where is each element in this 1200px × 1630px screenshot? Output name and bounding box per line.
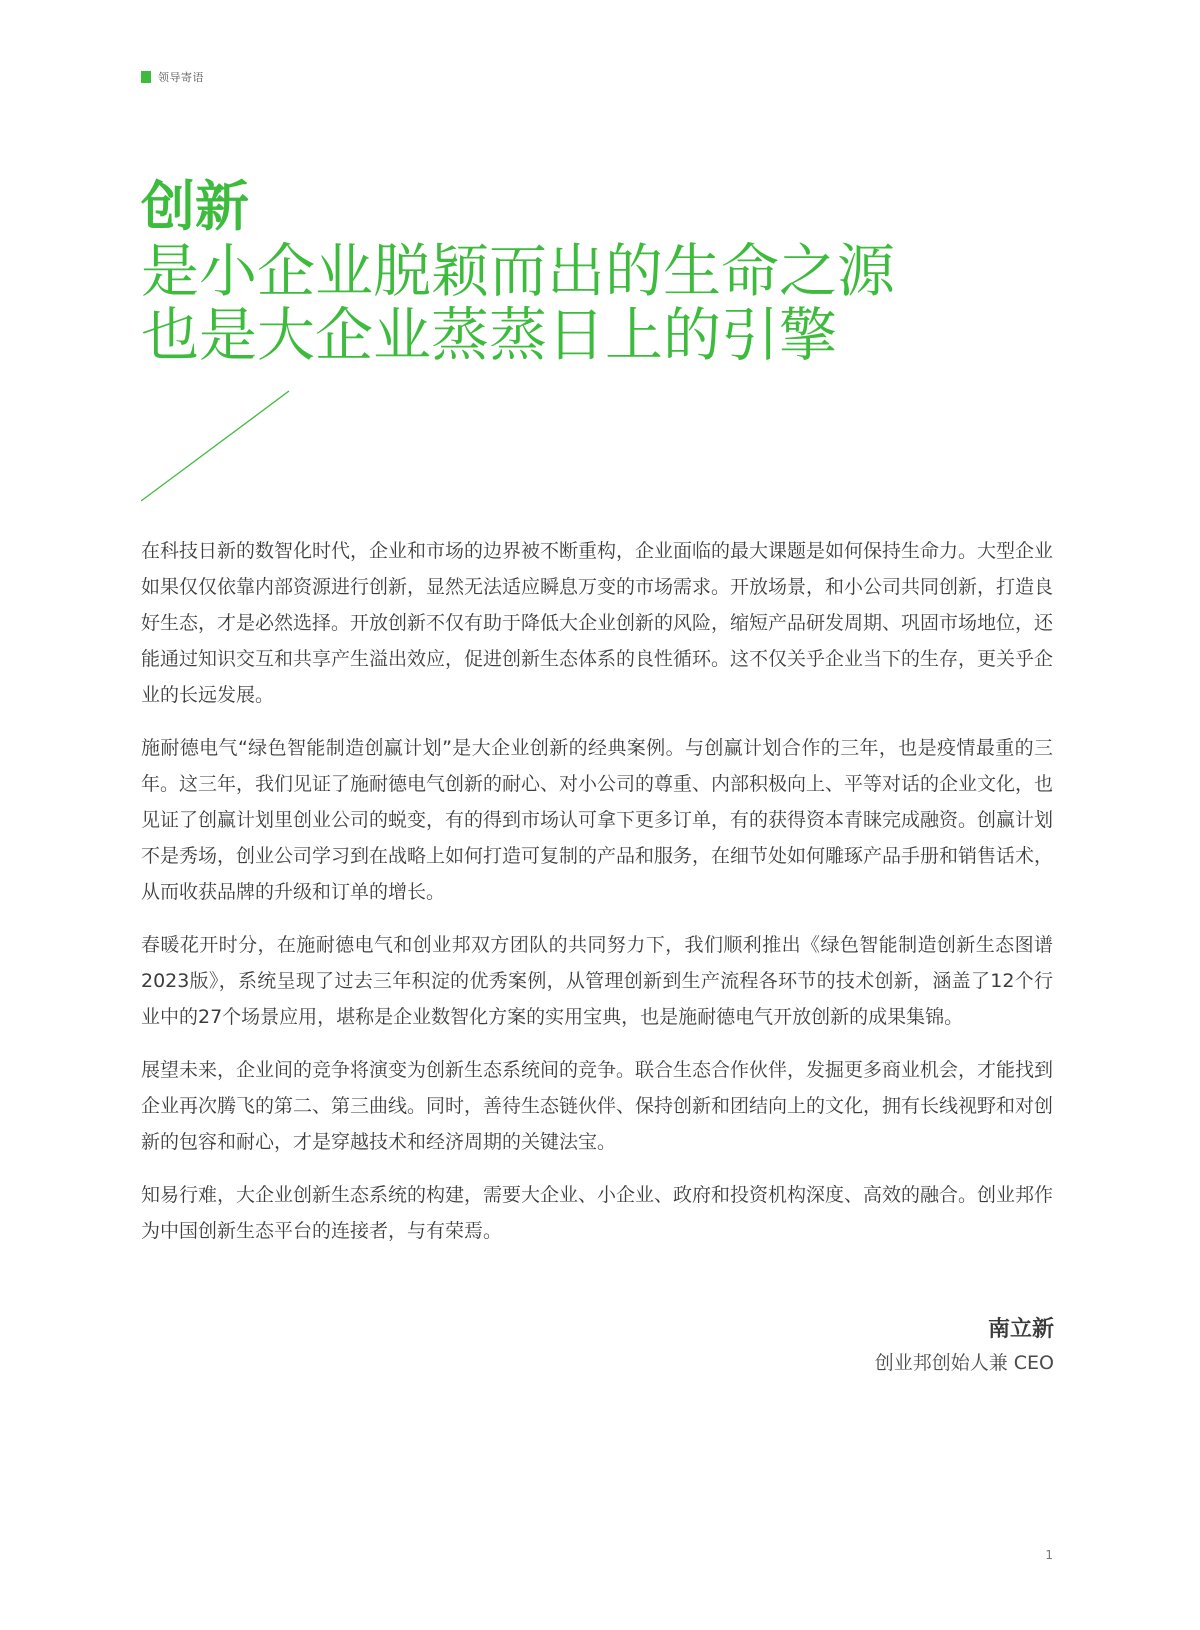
paragraph-4: 展望未来，企业间的竞争将演变为创新生态系统间的竞争。联合生态合作伙伴，发掘更多商业机会，才能找到企业再次腾飞的第二、第三曲线。同时，善待生态链伙伴、保持创新和团结向上的文化，拥有长线视野和对创新的包容和耐心，才是穿越技术和经济周期的关键法宝。	[141, 1059, 1054, 1153]
page-number: 1	[1045, 1548, 1053, 1562]
paragraph-1: 在科技日新的数智化时代，企业和市场的边界被不断重构，企业面临的最大课题是如何保持生命力。大型企业如果仅仅依靠内部资源进行创新，显然无法适应瞬息万变的市场需求。开放场景，和小公司共同创新，打造良好生态，才是必然选择。开放创新不仅有助于降低大企业创新的风险，缩短产品研发周期、巩固市场地位，还能通过知识交互和共享产生溢出效应，促进创新生态体系的良性循环。这不仅关乎企业当下的生存，更关乎企业的长远发展。	[141, 540, 1054, 706]
headline-line-2: 是小企业脱颖而出的生命之源	[141, 237, 896, 305]
paragraph-3: 春暖花开时分，在施耐德电气和创业邦双方团队的共同努力下，我们顺利推出《绿色智能制造创新生态图谱2023版》，系统呈现了过去三年积淀的优秀案例，从管理创新到生产流程各环节的技术创新，涵盖了12个行业中的27个场景应用，堪称是企业数智化方案的实用宝典，也是施耐德电气开放创新的成果集锦。	[141, 934, 1053, 1028]
paragraph-2: 施耐德电气“绿色智能制造创赢计划”是大企业创新的经典案例。与创赢计划合作的三年，也是疫情最重的三年。这三年，我们见证了施耐德电气创新的耐心、对小公司的尊重、内部积极向上、平等对话的企业文化，也见证了创赢计划里创业公司的蜕变，有的得到市场认可拿下更多订单，有的获得资本青睐完成融资。创赢计划不是秀场，创业公司学习到在战略上如何打造可复制的产品和服务，在细节处如何雕琢产品手册和销售话术，从而收获品牌的升级和订单的增长。	[141, 737, 1054, 903]
letter-body	[141, 533, 1053, 1266]
decorative-diagonal-line	[141, 390, 291, 502]
headline	[141, 175, 896, 370]
signature-title: 创业邦创始人兼 CEO	[874, 1352, 1054, 1374]
paragraph-5: 知易行难，大企业创新生态系统的构建，需要大企业、小企业、政府和投资机构深度、高效的融合。创业邦作为中国创新生态平台的连接者，与有荣焉。	[141, 1184, 1054, 1242]
section-label	[141, 69, 204, 85]
section-marker-icon	[141, 71, 151, 83]
signature-name: 南立新	[987, 1317, 1054, 1342]
signature-block	[875, 1313, 1054, 1379]
headline-line-3: 也是大企业蒸蒸日上的引擎	[141, 301, 838, 369]
section-label-text: 领导寄语	[158, 71, 204, 84]
headline-line-1: 创新	[141, 175, 249, 238]
